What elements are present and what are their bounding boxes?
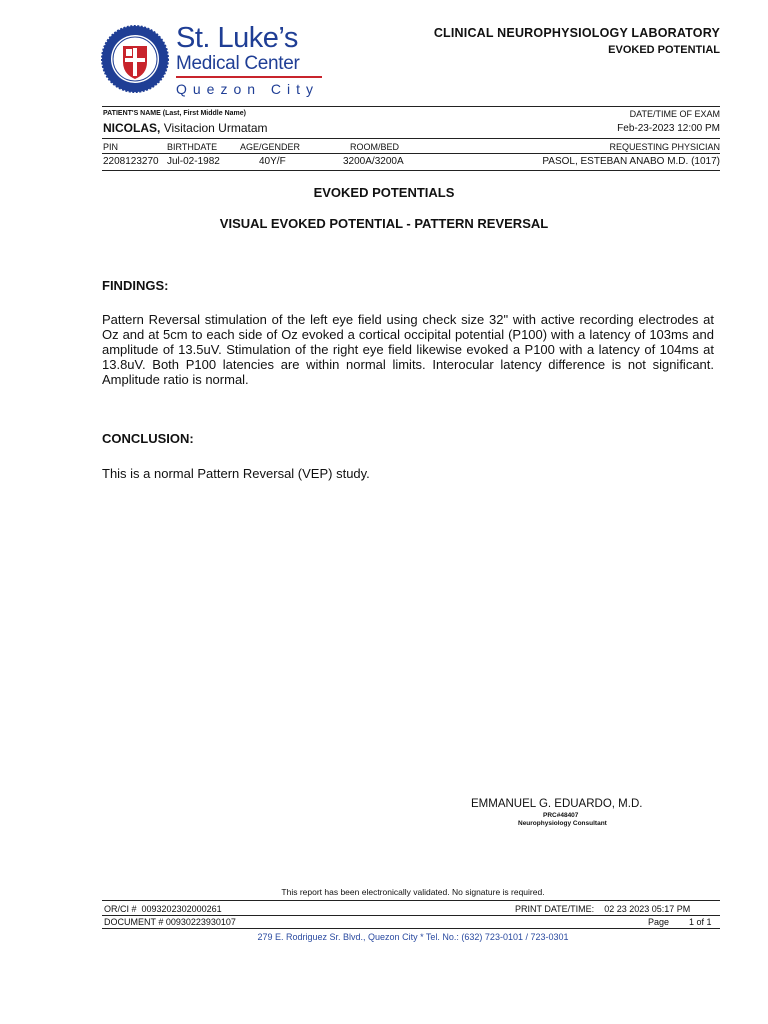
- divider: [102, 170, 720, 171]
- conclusion-heading: CONCLUSION:: [102, 431, 194, 446]
- divider: [102, 153, 720, 154]
- age-gender-value: 40Y/F: [259, 156, 286, 167]
- logo-name: St. Luke’s: [176, 22, 298, 54]
- findings-text: Pattern Reversal stimulation of the left eye field using check size 32" with active recording electrodes at Oz and at 5cm to each side of Oz evoked a cortical occipital potential (P100) with a latency of 103ms and amplitude of 13.5uV. Stimulation of the right eye field likewise evoked a P100 with a latency of 104ms at 13.8uV. Both P100 latencies are within normal limits. Interocular latency difference is not significant. Amplitude ratio is normal.: [102, 312, 714, 387]
- print-datetime-label: PRINT DATE/TIME:: [515, 904, 595, 914]
- pin-label: PIN: [103, 142, 119, 152]
- document-number: [104, 917, 236, 927]
- logo-subtitle: Medical Center: [176, 53, 300, 74]
- divider: [102, 915, 720, 916]
- divider: [102, 106, 720, 107]
- signatory-name: EMMANUEL G. EDUARDO, M.D.: [471, 798, 643, 810]
- page-number: [648, 917, 712, 927]
- exam-date-value: Feb-23-2023 12:00 PM: [617, 123, 720, 134]
- validation-note: This report has been electronically validated. No signature is required.: [281, 887, 545, 897]
- conclusion-text: This is a normal Pattern Reversal (VEP) study.: [102, 466, 370, 481]
- physician-label: REQUESTING PHYSICIAN: [609, 142, 720, 152]
- divider: [102, 138, 720, 139]
- hospital-logo: [100, 22, 325, 100]
- hospital-address: 279 E. Rodriguez Sr. Blvd., Quezon City * Tel. No.: (632) 723-0101 / 723-0301: [257, 932, 569, 942]
- divider: [102, 900, 720, 901]
- lab-subtitle: EVOKED POTENTIAL: [608, 44, 720, 56]
- lab-title: CLINICAL NEUROPHYSIOLOGY LABORATORY: [433, 26, 720, 40]
- logo-city: Quezon City: [176, 81, 320, 97]
- document-label: DOCUMENT #: [104, 917, 164, 927]
- birthdate-value: Jul-02-1982: [167, 156, 220, 167]
- logo-divider: [176, 76, 322, 78]
- logo-wordmark: [176, 22, 326, 97]
- patient-surname: NICOLAS,: [103, 121, 161, 135]
- print-datetime-value: 02 23 2023 05:17 PM: [604, 904, 691, 914]
- orci-label: OR/CI #: [104, 904, 137, 914]
- report-subtitle: VISUAL EVOKED POTENTIAL - PATTERN REVERSAL: [219, 216, 549, 231]
- document-value: 00930223930107: [165, 917, 236, 927]
- findings-heading: FINDINGS:: [102, 278, 169, 293]
- exam-date-label: DATE/TIME OF EXAM: [629, 109, 720, 119]
- report-title: EVOKED POTENTIALS: [313, 185, 455, 200]
- patient-given-names: Visitacion Urmatam: [163, 121, 268, 135]
- signatory-prc: PRC#48407: [543, 812, 579, 819]
- signatory-title: Neurophysiology Consultant: [518, 820, 607, 827]
- physician-value: PASOL, ESTEBAN ANABO M.D. (1017): [542, 156, 720, 167]
- pin-value: 2208123270: [103, 156, 159, 167]
- birthdate-label: BIRTHDATE: [167, 142, 218, 152]
- age-gender-label: AGE/GENDER: [240, 142, 301, 152]
- patient-name: [103, 121, 268, 135]
- room-bed-value: 3200A/3200A: [343, 156, 404, 167]
- page-label: Page: [648, 917, 670, 927]
- patient-name-label: PATIENT'S NAME (Last, First Middle Name): [103, 110, 246, 117]
- hospital-seal-icon: [100, 24, 170, 94]
- print-datetime: [515, 904, 690, 914]
- room-bed-label: ROOM/BED: [350, 142, 400, 152]
- orci-number: [104, 904, 222, 914]
- page-value: 1 of 1: [689, 917, 712, 927]
- orci-value: 0093202302000261: [141, 904, 222, 914]
- divider: [102, 928, 720, 929]
